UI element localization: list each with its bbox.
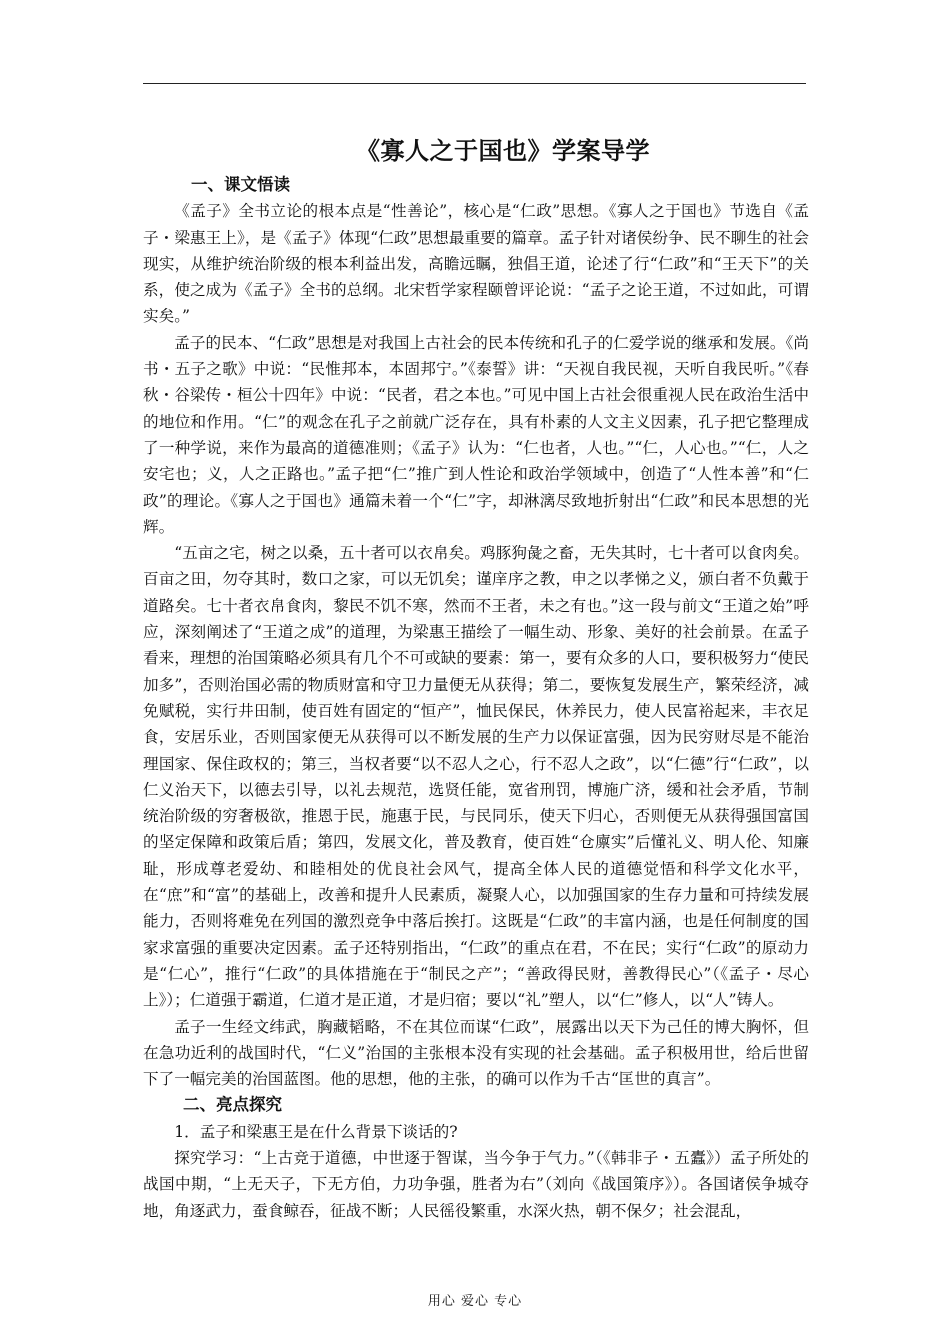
paragraph: “五亩之宅，树之以桑，五十者可以衣帛矣。鸡豚狗彘之畜，无失其时，七十者可以食肉矣。百亩之田，勿夺其时，数口之家，可以无饥矣；谨庠序之教，申之以孝悌之义，颁白者不负戴于道路矣。七十者衣帛食肉，黎民不饥不寒，然而不王者，未之有也。”这一段与前文“王道之始”呼应，深刻阐述了“王道之成”的道理，为梁惠王描绘了一幅生动、形象、美好的社会前景。在孟子看来，理想的治国策略必须具有几个不可或缺的要素：第一，要有众多的人口，要积极努力“使民加多”，否则治国必需的物质财富和守卫力量便无从获得；第二，要恢复发展生产，繁荣经济，减免赋税，实行井田制，使百姓有固定的“恒产”，恤民保民，休养民力，使人民富裕起来，丰衣足食，安居乐业，否则国家便无从获得可以不断发展的生产力以保证富强，因为民穷财尽是不能治理国家、保住政权的；第三，当权者要“以不忍人之心，行不忍人之政”，以“仁德”行“仁政”，以仁义治天下，以德去引导，以礼去规范，选贤任能，宽省刑罚，博施广济，缓和社会矛盾，节制统治阶级的穷奢极欲，推恩于民，施惠于民，与民同乐，使天下归心，否则便无从获得强国富国的坚定保障和政策后盾；第四，发展文化，普及教育，使百姓“仓廪实”后懂礼义、明人伦、知廉耻，形成尊老爱幼、和睦相处的优良社会风气，提高全体人民的道德觉悟和科学文化水平，在“庶”和“富”的基础上，改善和提升人民素质，凝聚人心，以加强国家的生存力量和可持续发展能力，否则将难免在列国的激烈竞争中落后挨打。这既是“仁政”的丰富内涵，也是任何制度的国家求富强的重要决定因素。孟子还特别指出，“仁政”的重点在君，不在民；实行“仁政”的原动力是“仁心”，推行“仁政”的具体措施在于“制民之产”；“善政得民财，善教得民心”（《孟子・尽心上》）；仁道强于霸道，仁道才是正道，才是归宿；要以“礼”塑人，以“仁”修人，以“人”铸人。 bbox=[143, 544, 809, 1010]
paragraph: 孟子一生经文纬武，胸藏韬略，不在其位而谋“仁政”，展露出以天下为己任的博大胸怀，但在急功近利的战国时代，“仁义”治国的主张根本没有实现的社会基础。孟子积极用世，给后世留下了一幅完美的治国蓝图。他的思想，他的主张，的确可以作为千古“匡世的真言”。 bbox=[143, 1017, 809, 1089]
document-body bbox=[143, 172, 809, 1224]
document-title: 《寡人之于国也》学案导学 bbox=[356, 137, 650, 165]
paragraph: 探究学习：“上古竞于道德，中世逐于智谋，当今争于气力。”（《韩非子・五蠹》）孟子所处的战国中期，“上无天子，下无方伯，力功争强，胜者为右”（刘向《战国策序》）。各国诸侯争城夺地，角逐武力，蚕食鲸吞，征战不断；人民徭役繁重，水深火热，朝不保夕；社会混乱， bbox=[143, 1148, 809, 1220]
page-footer: 用心 爱心 专心 bbox=[427, 1294, 523, 1309]
section-heading-2: 二、亮点探究 bbox=[183, 1095, 282, 1115]
question-item: 1．孟子和梁惠王是在什么背景下谈话的? bbox=[174, 1122, 458, 1141]
paragraph: 孟子的民本、“仁政”思想是对我国上古社会的民本传统和孔子的仁爱学说的继承和发展。《尚书・五子之歌》中说：“民惟邦本，本固邦宁。”《泰誓》讲：“天视自我民视，天听自我民听。”《春秋・谷梁传・桓公十四年》中说：“民者，君之本也。”可见中国上古社会很重视人民在政治生活中的地位和作用。“仁”的观念在孔子之前就广泛存在，具有朴素的人文主义因素，孔子把它整理成了一种学说，来作为最高的道德准则；《孟子》认为：“仁也者，人也。”“仁，人心也。”“仁，人之安宅也；义，人之正路也。”孟子把“仁”推广到人性论和政治学领域中，创造了“人性本善”和“仁政”的理论。《寡人之于国也》通篇未着一个“仁”字，却淋漓尽致地折射出“仁政”和民本思想的光辉。 bbox=[143, 333, 809, 536]
header-rule bbox=[143, 83, 806, 84]
paragraph: 《孟子》全书立论的根本点是“性善论”，核心是“仁政”思想。《寡人之于国也》节选自《孟子・梁惠王上》，是《孟子》体现“仁政”思想最重要的篇章。孟子针对诸侯纷争、民不聊生的社会现实，从维护统治阶级的根本利益出发，高瞻远瞩，独倡王道，论述了行“仁政”和“王天下”的关系，使之成为《孟子》全书的总纲。北宋哲学家程颐曾评论说：“孟子之论王道，不过如此，可谓实矣。” bbox=[143, 202, 809, 326]
section-heading-1: 一、课文悟读 bbox=[191, 175, 290, 194]
